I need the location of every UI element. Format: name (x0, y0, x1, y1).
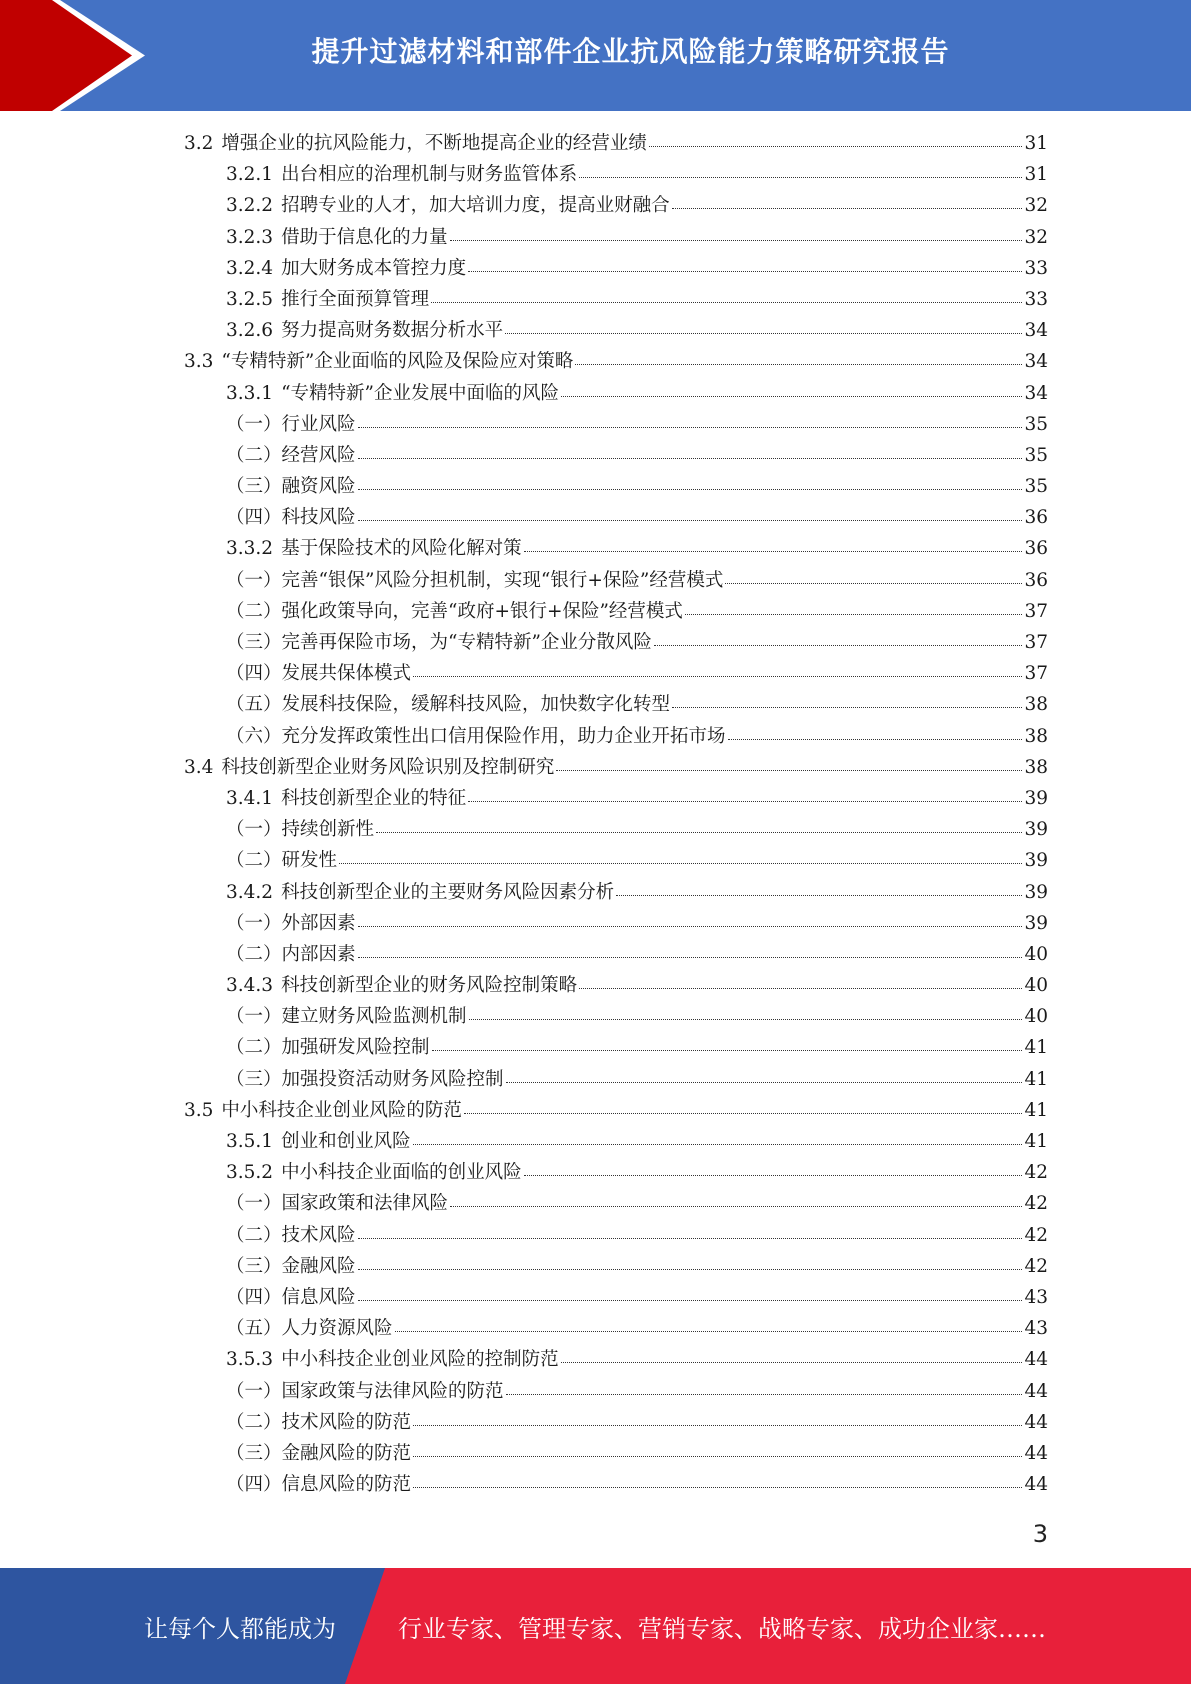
report-title: 提升过滤材料和部件企业抗风险能力策略研究报告 (311, 35, 950, 68)
toc-entry[interactable] (184, 1344, 1048, 1375)
toc-entry-number: 3.5.1 (226, 1131, 274, 1152)
page-footer (0, 1568, 1191, 1684)
dot-leader (506, 1082, 1023, 1083)
toc-entry-title: 科技创新型企业的特征 (281, 787, 467, 809)
toc-entry-page: 43 (1024, 1318, 1048, 1340)
dot-leader (464, 1113, 1023, 1114)
toc-entry[interactable] (184, 190, 1048, 221)
toc-entry-page: 44 (1024, 1442, 1048, 1464)
toc-entry-title: （一）持续创新性 (226, 819, 375, 841)
toc-entry[interactable] (184, 1188, 1048, 1219)
dot-leader (450, 240, 1023, 241)
toc-entry-page: 43 (1024, 1286, 1048, 1308)
toc-entry-title: “专精特新”企业发展中面临的风险 (281, 382, 559, 404)
toc-entry[interactable] (184, 1407, 1048, 1438)
toc-entry[interactable] (184, 378, 1048, 409)
toc-entry-page: 31 (1024, 133, 1048, 154)
dot-leader (468, 801, 1022, 802)
dot-leader (649, 146, 1023, 147)
toc-entry-title: （四）信息风险的防范 (226, 1474, 412, 1496)
dot-leader (524, 551, 1023, 552)
dot-leader (450, 1206, 1022, 1207)
dot-leader (579, 988, 1022, 989)
toc-entry-title: 加大财务成本管控力度 (281, 257, 467, 279)
toc-entry[interactable] (184, 128, 1048, 159)
dot-leader (358, 1238, 1023, 1239)
toc-entry-page: 39 (1024, 819, 1048, 841)
dot-leader (376, 832, 1022, 833)
dot-leader (505, 333, 1022, 334)
toc-entry-page: 34 (1024, 382, 1048, 404)
toc-entry-page: 41 (1024, 1068, 1048, 1090)
toc-entry-title: （一）行业风险 (226, 413, 356, 435)
toc-entry[interactable] (184, 721, 1048, 752)
toc-entry[interactable] (184, 533, 1048, 564)
toc-entry-title: 努力提高财务数据分析水平 (281, 320, 504, 342)
toc-entry-number: 3.3 (184, 351, 214, 373)
dot-leader (413, 676, 1022, 677)
dot-leader (358, 1269, 1023, 1270)
toc-entry[interactable] (184, 783, 1048, 814)
toc-entry-title: 科技创新型企业的财务风险控制策略 (281, 975, 578, 997)
toc-entry-page: 36 (1024, 507, 1048, 529)
toc-entry-title: （三）金融风险的防范 (226, 1442, 412, 1464)
toc-entry-page: 38 (1024, 725, 1048, 747)
toc-entry-page: 40 (1024, 943, 1048, 965)
toc-entry[interactable] (184, 1282, 1048, 1313)
toc-entry-page: 32 (1024, 226, 1048, 248)
toc-entry-number: 3.5 (184, 1099, 214, 1121)
toc-entry[interactable] (184, 1095, 1048, 1126)
toc-entry[interactable] (184, 409, 1048, 440)
toc-entry-page: 37 (1024, 632, 1048, 653)
dot-leader (358, 957, 1023, 958)
toc-entry-title: （二）内部因素 (226, 943, 356, 965)
dot-leader (358, 926, 1023, 927)
toc-entry-page: 33 (1024, 257, 1048, 279)
toc-entry-page: 41 (1024, 1099, 1048, 1121)
toc-entry-page: 36 (1024, 569, 1048, 591)
toc-entry-title: （一）国家政策与法律风险的防范 (226, 1380, 504, 1402)
toc-entry[interactable] (184, 689, 1048, 720)
toc-entry[interactable] (184, 1313, 1048, 1344)
toc-entry[interactable] (184, 1032, 1048, 1063)
toc-entry[interactable] (184, 1438, 1048, 1469)
dot-leader (579, 177, 1022, 178)
toc-entry[interactable] (184, 1220, 1048, 1251)
dot-leader (358, 489, 1023, 490)
toc-entry-page: 37 (1024, 663, 1048, 685)
dot-leader (432, 1050, 1023, 1051)
dot-leader (395, 1331, 1023, 1332)
dot-leader (654, 645, 1023, 646)
toc-entry-number: 3.2.1 (226, 164, 274, 186)
toc-entry-page: 39 (1024, 787, 1048, 809)
toc-entry-title: 增强企业的抗风险能力，不断地提高企业的经营业绩 (221, 133, 647, 154)
dot-leader (506, 1394, 1023, 1395)
toc-entry-title: （二）技术风险 (226, 1224, 356, 1246)
page-number: 3 (1032, 1520, 1048, 1548)
toc-entry-page: 42 (1024, 1224, 1048, 1246)
dot-leader (339, 863, 1022, 864)
toc-entry-page: 31 (1024, 164, 1048, 186)
toc-entry-page: 36 (1024, 538, 1048, 560)
dot-leader (468, 271, 1022, 272)
toc-entry-page: 35 (1024, 476, 1048, 498)
toc-entry-title: 科技创新型企业的主要财务风险因素分析 (281, 881, 615, 903)
table-of-contents (184, 128, 1048, 1500)
toc-entry[interactable] (184, 1376, 1048, 1407)
toc-entry-page: 44 (1024, 1474, 1048, 1496)
toc-entry-number: 3.3.1 (226, 382, 274, 404)
footer-slogan-left: 让每个人都能成为 (144, 1614, 336, 1643)
toc-entry[interactable] (184, 253, 1048, 284)
dot-leader (358, 458, 1023, 459)
dot-leader (685, 614, 1023, 615)
dot-leader (413, 1144, 1023, 1145)
toc-entry-page: 44 (1024, 1411, 1048, 1433)
toc-entry-page: 38 (1024, 694, 1048, 716)
toc-entry-title: 推行全面预算管理 (281, 288, 430, 310)
dot-leader (575, 364, 1022, 365)
dot-leader (561, 1362, 1023, 1363)
toc-entry[interactable] (184, 565, 1048, 596)
dot-leader (413, 1425, 1022, 1426)
toc-entry[interactable] (184, 939, 1048, 970)
toc-entry-number: 3.4.3 (226, 975, 274, 997)
toc-entry-number: 3.5.3 (226, 1349, 274, 1371)
toc-entry-title: 中小科技企业创业风险的控制防范 (281, 1349, 559, 1371)
toc-entry-title: （五）人力资源风险 (226, 1318, 393, 1340)
toc-entry-title: （二）技术风险的防范 (226, 1411, 412, 1433)
toc-entry-title: 中小科技企业面临的创业风险 (281, 1162, 522, 1184)
toc-entry[interactable] (184, 1251, 1048, 1282)
toc-entry-title: （五）发展科技保险，缓解科技风险，加快数字化转型 (226, 694, 671, 716)
toc-entry-page: 35 (1024, 444, 1048, 466)
toc-entry-title: 基于保险技术的风险化解对策 (281, 538, 522, 560)
toc-entry-number: 3.5.2 (226, 1162, 274, 1184)
toc-entry-number: 3.3.2 (226, 538, 274, 560)
toc-entry[interactable] (184, 970, 1048, 1001)
toc-entry-page: 37 (1024, 600, 1048, 622)
toc-entry[interactable] (184, 814, 1048, 845)
toc-entry-page: 42 (1024, 1193, 1048, 1215)
toc-entry-number: 3.2.3 (226, 226, 274, 248)
toc-entry-page: 40 (1024, 1006, 1048, 1028)
dot-leader (358, 1300, 1023, 1301)
toc-entry-page: 41 (1024, 1131, 1048, 1152)
toc-entry[interactable] (184, 1001, 1048, 1032)
toc-entry-title: 科技创新型企业财务风险识别及控制研究 (221, 756, 555, 778)
toc-entry-title: （三）金融风险 (226, 1255, 356, 1277)
toc-entry-page: 32 (1024, 195, 1048, 217)
page-header (0, 0, 1191, 111)
toc-entry-page: 35 (1024, 413, 1048, 435)
toc-entry[interactable] (184, 1157, 1048, 1188)
toc-entry-page: 40 (1024, 975, 1048, 997)
dot-leader (725, 583, 1022, 584)
dot-leader (556, 770, 1022, 771)
toc-entry-title: （二）加强研发风险控制 (226, 1037, 430, 1059)
toc-entry-number: 3.4.1 (226, 787, 274, 809)
toc-entry[interactable] (184, 346, 1048, 377)
toc-entry-title: （一）完善“银保”风险分担机制，实现“银行+保险”经营模式 (226, 569, 724, 591)
toc-entry-number: 3.2.6 (226, 320, 274, 342)
toc-entry-page: 44 (1024, 1380, 1048, 1402)
toc-entry-title: 借助于信息化的力量 (281, 226, 448, 248)
toc-entry-title: （一）国家政策和法律风险 (226, 1193, 449, 1215)
toc-entry[interactable] (184, 845, 1048, 876)
dot-leader (524, 1175, 1023, 1176)
toc-entry-number: 3.2.2 (226, 195, 274, 217)
toc-entry[interactable] (184, 284, 1048, 315)
toc-entry-title: 出台相应的治理机制与财务监管体系 (281, 164, 578, 186)
toc-entry[interactable] (184, 1469, 1048, 1500)
toc-entry-page: 39 (1024, 850, 1048, 872)
toc-entry-title: 招聘专业的人才，加大培训力度，提高业财融合 (281, 195, 670, 217)
toc-entry-page: 39 (1024, 881, 1048, 903)
toc-entry-page: 38 (1024, 756, 1048, 778)
dot-leader (358, 520, 1023, 521)
toc-entry-page: 42 (1024, 1255, 1048, 1277)
toc-entry[interactable] (184, 627, 1048, 658)
dot-leader (413, 1456, 1022, 1457)
toc-entry-number: 3.4 (184, 756, 214, 778)
toc-entry[interactable] (184, 222, 1048, 253)
toc-entry-title: （三）融资风险 (226, 476, 356, 498)
toc-entry-title: （一）建立财务风险监测机制 (226, 1006, 467, 1028)
toc-entry-number: 3.4.2 (226, 881, 274, 903)
toc-entry-number: 3.2 (184, 133, 214, 154)
toc-entry-title: （一）外部因素 (226, 912, 356, 934)
toc-entry-title: （三）完善再保险市场，为“专精特新”企业分散风险 (226, 632, 652, 653)
toc-entry-page: 34 (1024, 320, 1048, 342)
toc-entry[interactable] (184, 1126, 1048, 1157)
toc-entry[interactable] (184, 1064, 1048, 1095)
dot-leader (431, 302, 1022, 303)
toc-entry-title: （二）经营风险 (226, 444, 356, 466)
toc-entry-title: （四）发展共保体模式 (226, 663, 412, 685)
toc-entry-page: 41 (1024, 1037, 1048, 1059)
toc-entry[interactable] (184, 440, 1048, 471)
dot-leader (672, 208, 1023, 209)
dot-leader (469, 1019, 1023, 1020)
toc-entry[interactable] (184, 658, 1048, 689)
toc-entry-title: 中小科技企业创业风险的防范 (221, 1099, 462, 1121)
toc-entry[interactable] (184, 908, 1048, 939)
toc-entry[interactable] (184, 315, 1048, 346)
toc-entry-number: 3.2.5 (226, 288, 274, 310)
dot-leader (616, 895, 1022, 896)
toc-entry[interactable] (184, 159, 1048, 190)
toc-entry-title: （二）强化政策导向，完善“政府+银行+保险”经营模式 (226, 600, 683, 622)
dot-leader (672, 707, 1022, 708)
toc-entry-page: 34 (1024, 351, 1048, 373)
dot-leader (728, 739, 1023, 740)
toc-entry-title: 创业和创业风险 (281, 1131, 411, 1152)
toc-entry-number: 3.2.4 (226, 257, 274, 279)
toc-entry[interactable] (184, 471, 1048, 502)
footer-slogan-right: 行业专家、管理专家、营销专家、战略专家、成功企业家…… (398, 1614, 1046, 1643)
dot-leader (413, 1487, 1022, 1488)
toc-entry-page: 42 (1024, 1162, 1048, 1184)
toc-entry-page: 33 (1024, 288, 1048, 310)
toc-entry[interactable] (184, 502, 1048, 533)
toc-entry-title: （四）科技风险 (226, 507, 356, 529)
dot-leader (561, 396, 1022, 397)
dot-leader (358, 427, 1023, 428)
toc-entry-page: 44 (1024, 1349, 1048, 1371)
toc-entry-title: （六）充分发挥政策性出口信用保险作用，助力企业开拓市场 (226, 725, 726, 747)
toc-entry-title: （四）信息风险 (226, 1286, 356, 1308)
toc-entry[interactable] (184, 877, 1048, 908)
toc-entry-title: （三）加强投资活动财务风险控制 (226, 1068, 504, 1090)
toc-entry-title: （二）研发性 (226, 850, 338, 872)
toc-entry-title: “专精特新”企业面临的风险及保险应对策略 (221, 351, 574, 373)
toc-entry[interactable] (184, 596, 1048, 627)
toc-entry-page: 39 (1024, 912, 1048, 934)
toc-entry[interactable] (184, 752, 1048, 783)
